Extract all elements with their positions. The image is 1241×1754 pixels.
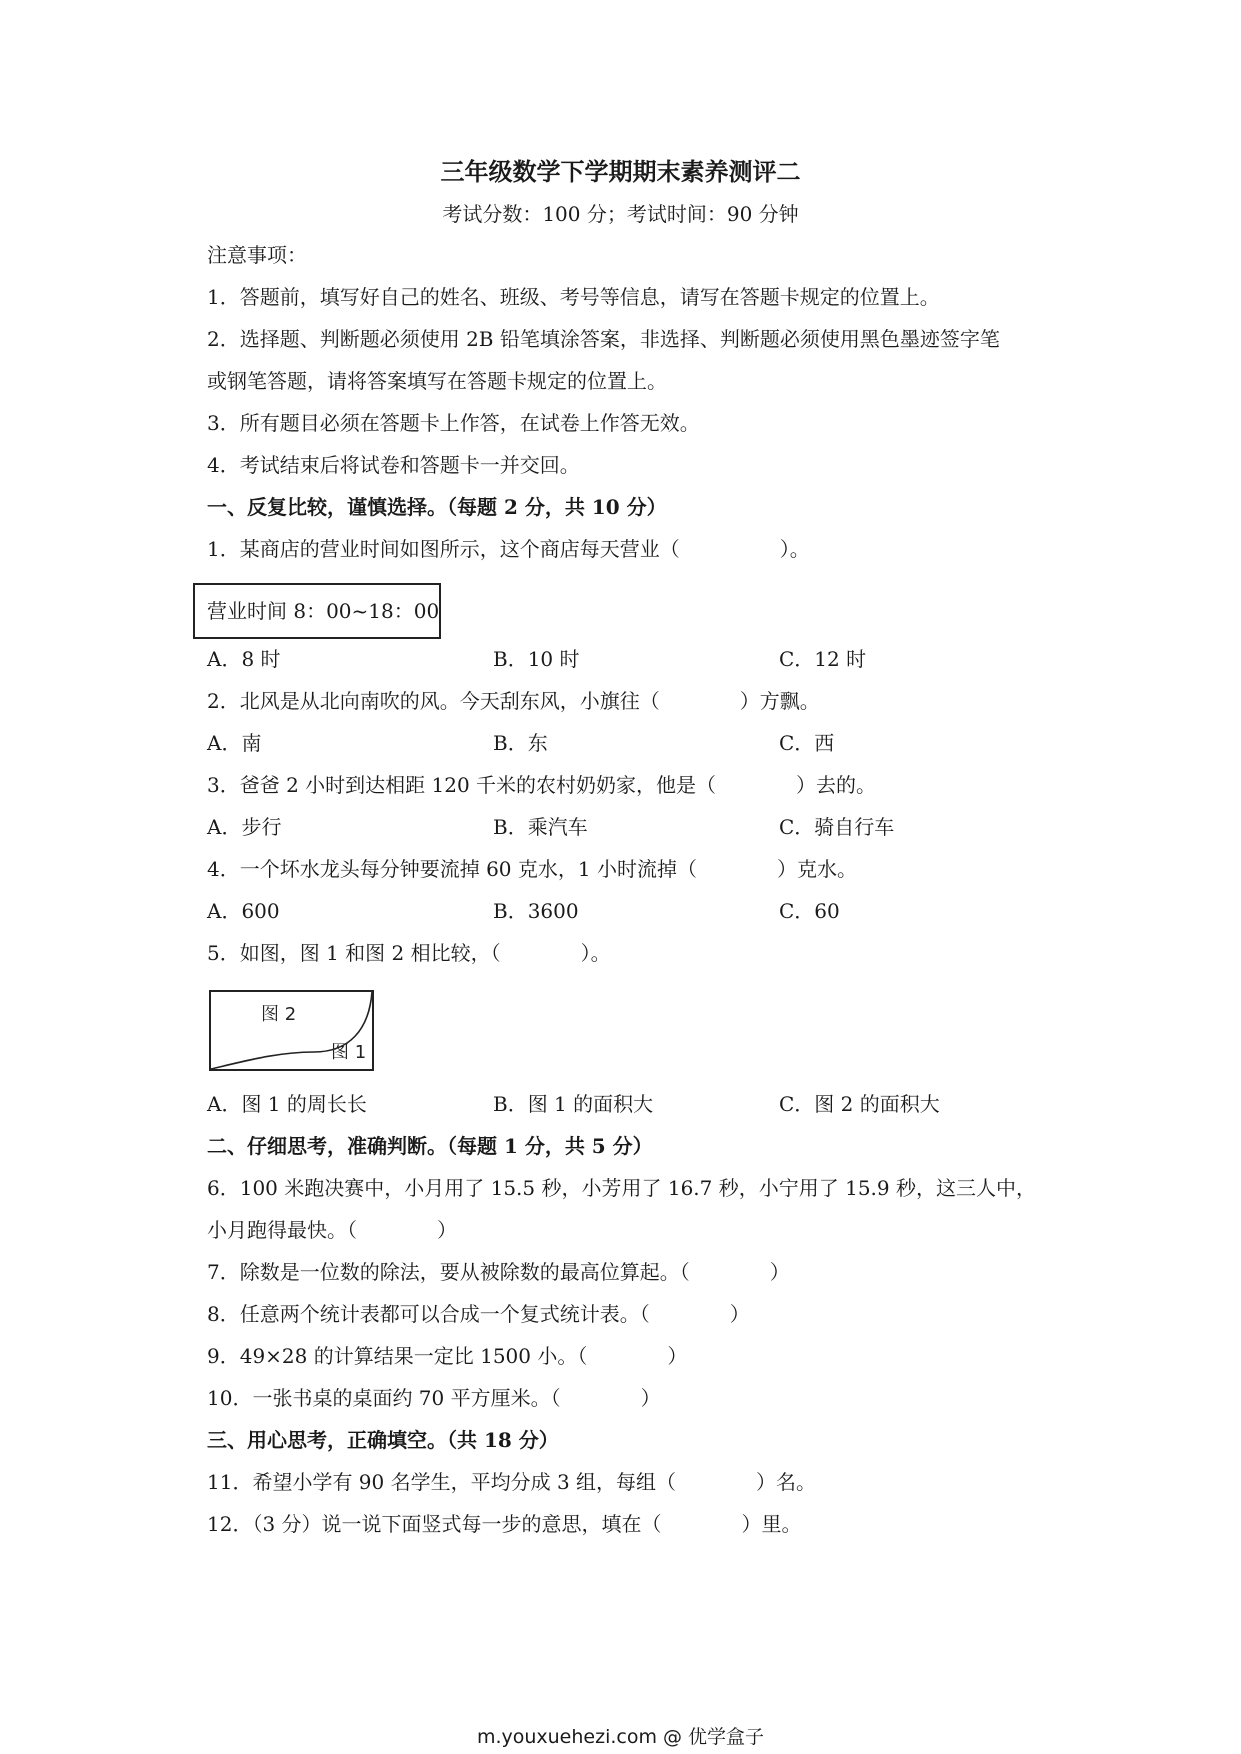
q1-option-a: A．8 时 [207, 647, 281, 671]
figure-label-2: 图 2 [261, 1004, 297, 1025]
note-3: 3．所有题目必须在答题卡上作答，在试卷上作答无效。 [207, 411, 700, 435]
question-11: 11．希望小学有 90 名学生，平均分成 3 组，每组（ ）名。 [207, 1470, 817, 1494]
q3-option-a: A．步行 [207, 815, 282, 839]
business-hours-box [193, 583, 441, 639]
question-6-continued: 小月跑得最快。（ ） [207, 1218, 457, 1242]
q4-option-b: B．3600 [493, 899, 579, 923]
q3-option-c: C．骑自行车 [779, 815, 895, 839]
note-1: 1．答题前，填写好自己的姓名、班级、考号等信息，请写在答题卡规定的位置上。 [207, 285, 940, 309]
q1-option-c: C．12 时 [779, 647, 867, 671]
exam-info: 考试分数：100 分；考试时间：90 分钟 [442, 202, 799, 226]
question-12: 12．（3 分）说一说下面竖式每一步的意思，填在（ ）里。 [207, 1512, 802, 1536]
business-hours-text: 营业时间 8：00~18：00 [207, 599, 440, 623]
q4-option-a: A．600 [207, 899, 280, 923]
q2-option-a: A．南 [207, 731, 262, 755]
note-2: 2．选择题、判断题必须使用 2B 铅笔填涂答案，非选择、判断题必须使用黑色墨迹签字笔 [207, 327, 1000, 351]
question-9: 9．49×28 的计算结果一定比 1500 小。（ ） [207, 1344, 688, 1368]
question-10: 10．一张书桌的桌面约 70 平方厘米。（ ） [207, 1386, 661, 1410]
q5-option-a: A．图 1 的周长长 [207, 1092, 367, 1116]
q3-option-b: B．乘汽车 [493, 815, 588, 839]
question-5: 5．如图，图 1 和图 2 相比较，（ ）。 [207, 941, 611, 965]
figure-label-1: 图 1 [331, 1042, 367, 1063]
section-2-heading: 二、仔细思考，准确判断。（每题 1 分，共 5 分） [207, 1134, 653, 1158]
q5-option-c: C．图 2 的面积大 [779, 1092, 940, 1116]
q4-option-c: C．60 [779, 899, 840, 923]
note-2-continued: 或钢笔答题，请将答案填写在答题卡规定的位置上。 [207, 369, 667, 393]
question-3: 3．爸爸 2 小时到达相距 120 千米的农村奶奶家，他是（ ）去的。 [207, 773, 877, 797]
question-6: 6．100 米跑决赛中，小月用了 15.5 秒，小芳用了 16.7 秒，小宁用了 15.9 秒，这三人中， [207, 1176, 1036, 1200]
q5-option-b: B．图 1 的面积大 [493, 1092, 654, 1116]
q1-option-b: B．10 时 [493, 647, 580, 671]
question-7: 7．除数是一位数的除法，要从被除数的最高位算起。（ ） [207, 1260, 790, 1284]
section-3-heading: 三、用心思考，正确填空。（共 18 分） [207, 1428, 559, 1452]
question-1: 1．某商店的营业时间如图所示，这个商店每天营业（ ）。 [207, 537, 810, 561]
section-1-heading: 一、反复比较，谨慎选择。（每题 2 分，共 10 分） [207, 495, 667, 519]
question-2: 2．北风是从北向南吹的风。今天刮东风，小旗往（ ）方飘。 [207, 689, 820, 713]
page-title: 三年级数学下学期期末素养测评二 [440, 157, 801, 186]
question-8: 8．任意两个统计表都可以合成一个复式统计表。（ ） [207, 1302, 750, 1326]
note-4: 4．考试结束后将试卷和答题卡一并交回。 [207, 453, 580, 477]
notes-heading: 注意事项： [207, 243, 307, 267]
q2-option-b: B．东 [493, 731, 548, 755]
shape-comparison-figure [209, 990, 375, 1072]
q2-option-c: C．西 [779, 731, 835, 755]
footer-watermark: m.youxuehezi.com @ 优学盒子 [476, 1726, 765, 1748]
question-4: 4．一个坏水龙头每分钟要流掉 60 克水，1 小时流掉（ ）克水。 [207, 857, 857, 881]
